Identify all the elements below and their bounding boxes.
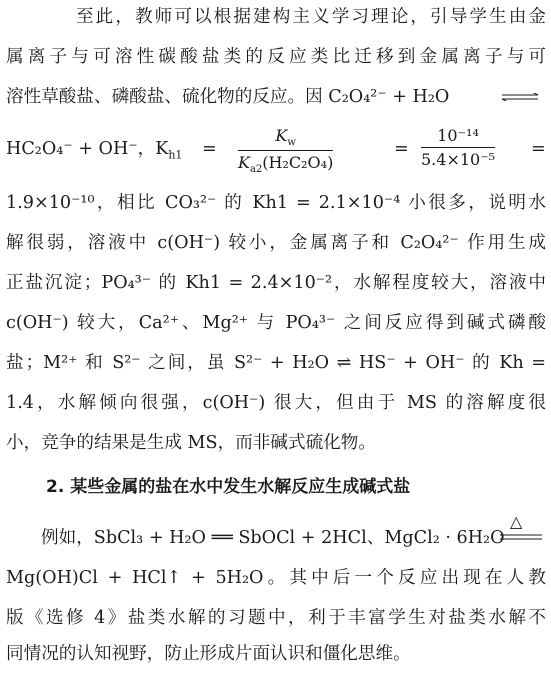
equation-line (6, 124, 546, 174)
text-line-2: 属离子与可溶性碳酸盐类的反应类比迁移到金属离子与可 (6, 47, 546, 67)
text-line-6: 解很弱，溶液中 c(OH⁻) 较小，金属离子和 C₂O₄²⁻ 作用生成 (6, 233, 546, 253)
equilibrium-arrow-icon (500, 93, 540, 101)
fraction-kw-ka2: $\frac{K_w}{K_{a2}(H_2C_2O_4)}$ (238, 126, 334, 176)
equals-sign-3: = (531, 139, 546, 159)
text-line-10: 1.4，水解倾向很强，c(OH⁻) 很大，但由于 MS 的溶解度很 (6, 393, 546, 413)
text-line-3: 溶性草酸盐、磷酸盐、硫化物的反应。因 C₂O₄²⁻ + H₂O (6, 87, 450, 107)
text-line-16: 同情况的认知视野，防止形成片面认识和僵化思维。 (6, 644, 411, 664)
heating-condition-icon: △ (510, 512, 523, 531)
equation-left: HC₂O₄⁻ + OH⁻，$K_{h1}$ (6, 139, 183, 162)
text-line-8: c(OH⁻) 较大，Ca²⁺、Mg²⁺ 与 PO₄³⁻ 之间反应得到碱式磷酸 (6, 313, 546, 333)
equals-sign-1: = (202, 139, 217, 159)
text-line-11: 小，竞争的结果是生成 MS，而非碱式硫化物。 (6, 433, 376, 453)
text-line-5: 1.9×10⁻¹⁰，相比 CO₃²⁻ 的 Kh1 = 2.1×10⁻⁴ 小很多，说明水 (6, 193, 546, 213)
text-line-7: 正盐沉淀；PO₄³⁻ 的 Kh1 = 2.4×10⁻²，水解程度较大，溶液中 (6, 273, 546, 293)
text-line-14: Mg(OH)Cl + HCl↑ + 5H₂O。其中后一个反应出现在人教 (6, 568, 546, 588)
equals-sign-2: = (394, 139, 409, 159)
text-line-9: 盐；M²⁺ 和 S²⁻ 之间，虽 S²⁻ + H₂O ⇌ HS⁻ + OH⁻ 的 Kh = (6, 353, 546, 373)
fraction-numeric: $\frac{\text{10⁻¹⁴}}{\text{5.4×10⁻⁵}}$ (421, 126, 496, 169)
text-line-15: 版《选修 4》盐类水解的习题中，利于丰富学生对盐类水解不 (6, 608, 546, 628)
text-line-1: 至此，教师可以根据建构主义学习理论，引导学生由金 (76, 7, 546, 27)
text-line-13: 例如，SbCl₃ + H₂O ══ SbOCl + 2HCl、MgCl₂ · 6H₂O (41, 528, 505, 548)
section-heading: 2. 某些金属的盐在水中发生水解反应生成碱式盐 (46, 477, 411, 497)
